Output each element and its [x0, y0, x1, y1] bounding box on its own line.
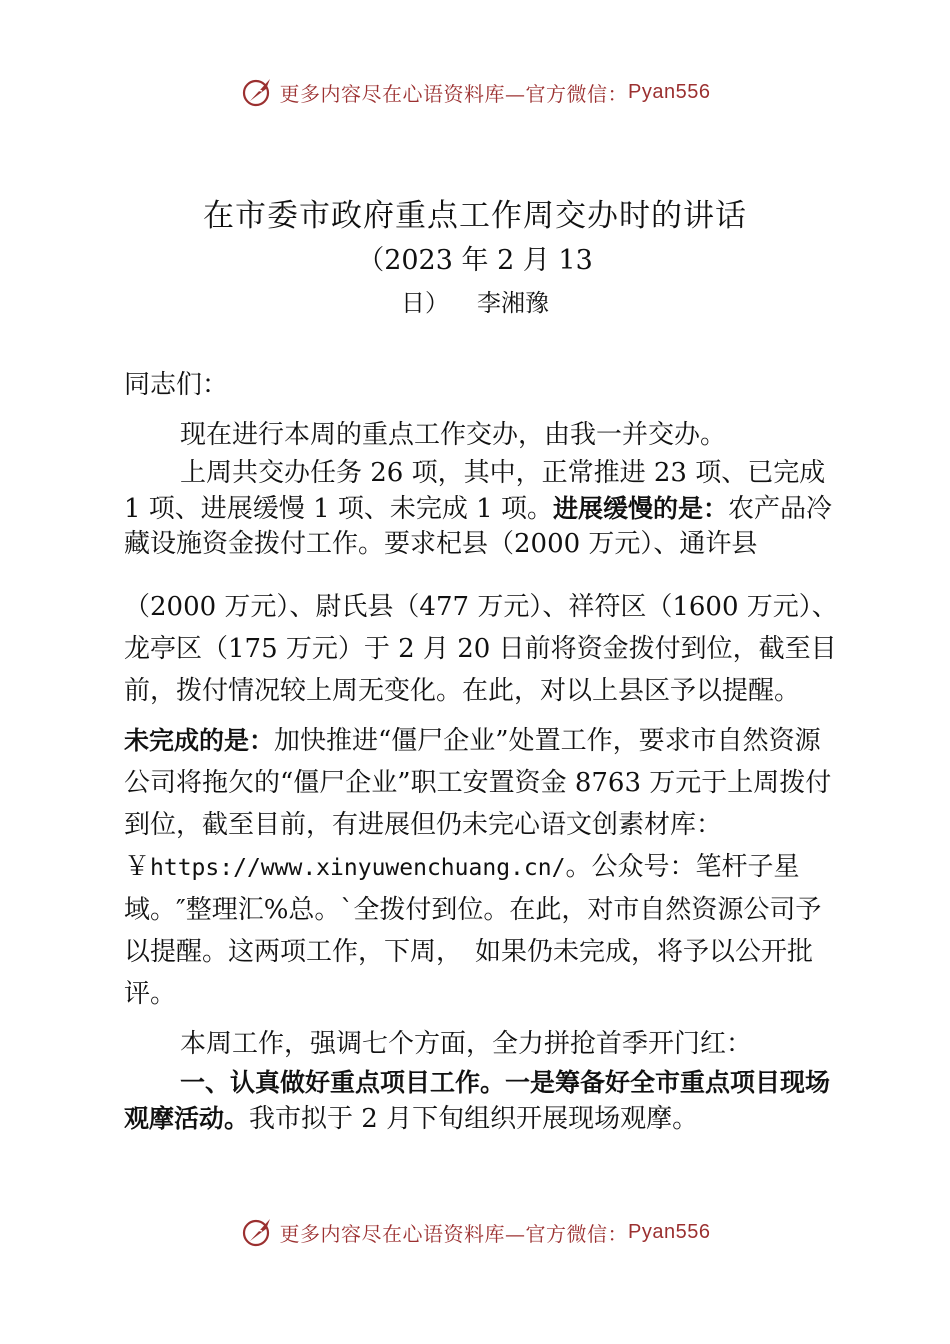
quill-seal-logo-icon	[240, 75, 276, 109]
slow-progress-text: 农产品冷藏设施资金拨付工作。要求杞县（2000 万元）、通许县	[124, 494, 832, 559]
banner-text: 更多内容尽在心语资料库—官方微信：	[279, 81, 629, 106]
paragraph-unfinished	[124, 720, 844, 1015]
banner-text: 更多内容尽在心语资料库—官方微信：	[279, 1221, 629, 1246]
unfinished-text-b: 。公众号：笔杆子星域。″整理汇%总。`全拨付到位。在此，对市自然资源公司予以提醒。这两项工作，下周， 如果仍未完成，将予以公开批评。	[124, 852, 822, 1009]
unfinished-heading: 未完成的是：	[124, 726, 275, 755]
unfinished-text-a: 加快推进“僵尸企业”处置工作，要求市自然资源公司将拖欠的“僵尸企业”职工安置资金 8763 万元于上周拨付到位，截至目前，有进展但仍未完心语文创素材库：￥	[124, 726, 832, 882]
source-url: https://www.xinyuwenchuang.cn/	[150, 855, 566, 881]
point-one-text: 我市拟于 2 月下旬组织开展现场观摩。	[249, 1104, 699, 1134]
date-author-line	[0, 283, 950, 318]
section-one-heading: 一、认真做好重点项目工作。	[180, 1068, 506, 1097]
paragraph-last-week-summary	[124, 456, 844, 562]
document-title: 在市委市政府重点工作周交办时的讲话	[203, 198, 747, 234]
point-one-heading: 一是筹备好全市重点项目现场观摩活动。	[124, 1068, 831, 1133]
header-watermark-banner	[0, 72, 950, 112]
slow-progress-heading: 进展缓慢的是：	[552, 494, 728, 523]
summary-text: 上周共交办任务 26 项，其中，正常推进 23 项、已完成 1 项、进展缓慢 1 项、未完成 1 项。	[124, 458, 826, 524]
document-date: （2023 年 2 月 13	[357, 245, 593, 276]
paragraph-this-week: 本周工作，强调七个方面，全力拼抢首季开门红：	[180, 1029, 753, 1059]
date-end: 日）	[401, 289, 449, 317]
document-body	[124, 364, 844, 1137]
paragraph-fund-allocation: （2000 万元）、尉氏县（477 万元）、祥符区（1600 万元）、龙亭区（175 万元）于 2 月 20 日前将资金拨付到位，截至目前，拨付情况较上周无变化。在此，对以上县区予以提醒。	[124, 592, 838, 706]
paragraph-intro: 现在进行本周的重点工作交办，由我一并交办。	[180, 420, 727, 450]
greeting: 同志们：	[124, 370, 229, 400]
author-name: 李湘豫	[477, 289, 549, 317]
banner-wechat-id: Pyan556	[628, 80, 711, 103]
banner-wechat-id: Pyan556	[628, 1220, 711, 1243]
footer-watermark-banner	[0, 1212, 950, 1252]
quill-seal-logo-icon	[240, 1215, 276, 1249]
paragraph-key-projects	[124, 1065, 844, 1137]
